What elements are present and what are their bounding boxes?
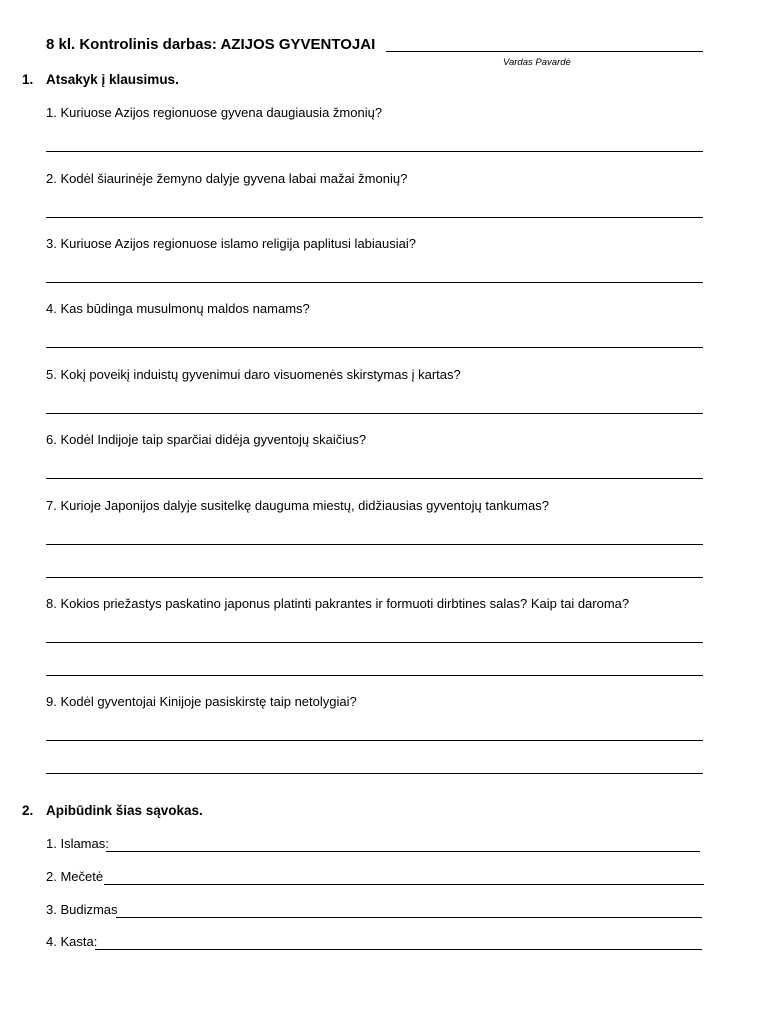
question-1: 1. Kuriuose Azijos regionuose gyvena daugiausia žmonių?: [46, 105, 383, 120]
term-budizmas: 3. Budizmas: [46, 902, 118, 917]
answer-line-q3[interactable]: [46, 282, 703, 283]
question-9: 9. Kodėl gyventojai Kinijoje pasiskirstę taip netolygiai?: [46, 694, 357, 709]
definition-line-kasta[interactable]: [95, 949, 702, 950]
answer-line-q9-b[interactable]: [46, 773, 703, 774]
answer-line-q1[interactable]: [46, 151, 703, 152]
question-2: 2. Kodėl šiaurinėje žemyno dalyje gyvena labai mažai žmonių?: [46, 171, 408, 186]
definition-line-mecete[interactable]: [104, 884, 704, 885]
question-5: 5. Kokį poveikį induistų gyvenimui daro visuomenės skirstymas į kartas?: [46, 367, 461, 382]
name-caption: Vardas Pavardė: [503, 57, 571, 68]
question-3: 3. Kuriuose Azijos regionuose islamo religija paplitusi labiausiai?: [46, 236, 416, 251]
question-7: 7. Kurioje Japonijos dalyje susitelkę dauguma miestų, didžiausias gyventojų tankumas?: [46, 498, 549, 513]
worksheet-title: 8 kl. Kontrolinis darbas: AZIJOS GYVENTOJAI: [46, 36, 376, 53]
term-mecete: 2. Mečetė: [46, 869, 104, 884]
question-6: 6. Kodėl Indijoje taip sparčiai didėja gyventojų skaičius?: [46, 432, 367, 447]
answer-line-q9-a[interactable]: [46, 740, 703, 741]
answer-line-q5[interactable]: [46, 413, 703, 414]
answer-line-q8-b[interactable]: [46, 675, 703, 676]
term-islamas: 1. Islamas:: [46, 836, 109, 851]
answer-line-q4[interactable]: [46, 347, 703, 348]
answer-line-q7-b[interactable]: [46, 577, 703, 578]
definition-line-budizmas[interactable]: [116, 917, 702, 918]
name-answer-line[interactable]: [386, 51, 703, 52]
question-4: 4. Kas būdinga musulmonų maldos namams?: [46, 301, 310, 316]
definition-line-islamas[interactable]: [106, 851, 700, 852]
answer-line-q7-a[interactable]: [46, 544, 703, 545]
term-kasta: 4. Kasta:: [46, 934, 98, 949]
answer-line-q2[interactable]: [46, 217, 703, 218]
section-2-title: Apibūdink šias sąvokas.: [46, 803, 203, 818]
section-1-number: 1.: [22, 72, 34, 87]
section-1-title: Atsakyk į klausimus.: [46, 72, 179, 87]
question-8: 8. Kokios priežastys paskatino japonus platinti pakrantes ir formuoti dirbtines salas? Kaip tai daroma?: [46, 596, 630, 611]
section-2-number: 2.: [22, 803, 34, 818]
answer-line-q6[interactable]: [46, 478, 703, 479]
answer-line-q8-a[interactable]: [46, 642, 703, 643]
